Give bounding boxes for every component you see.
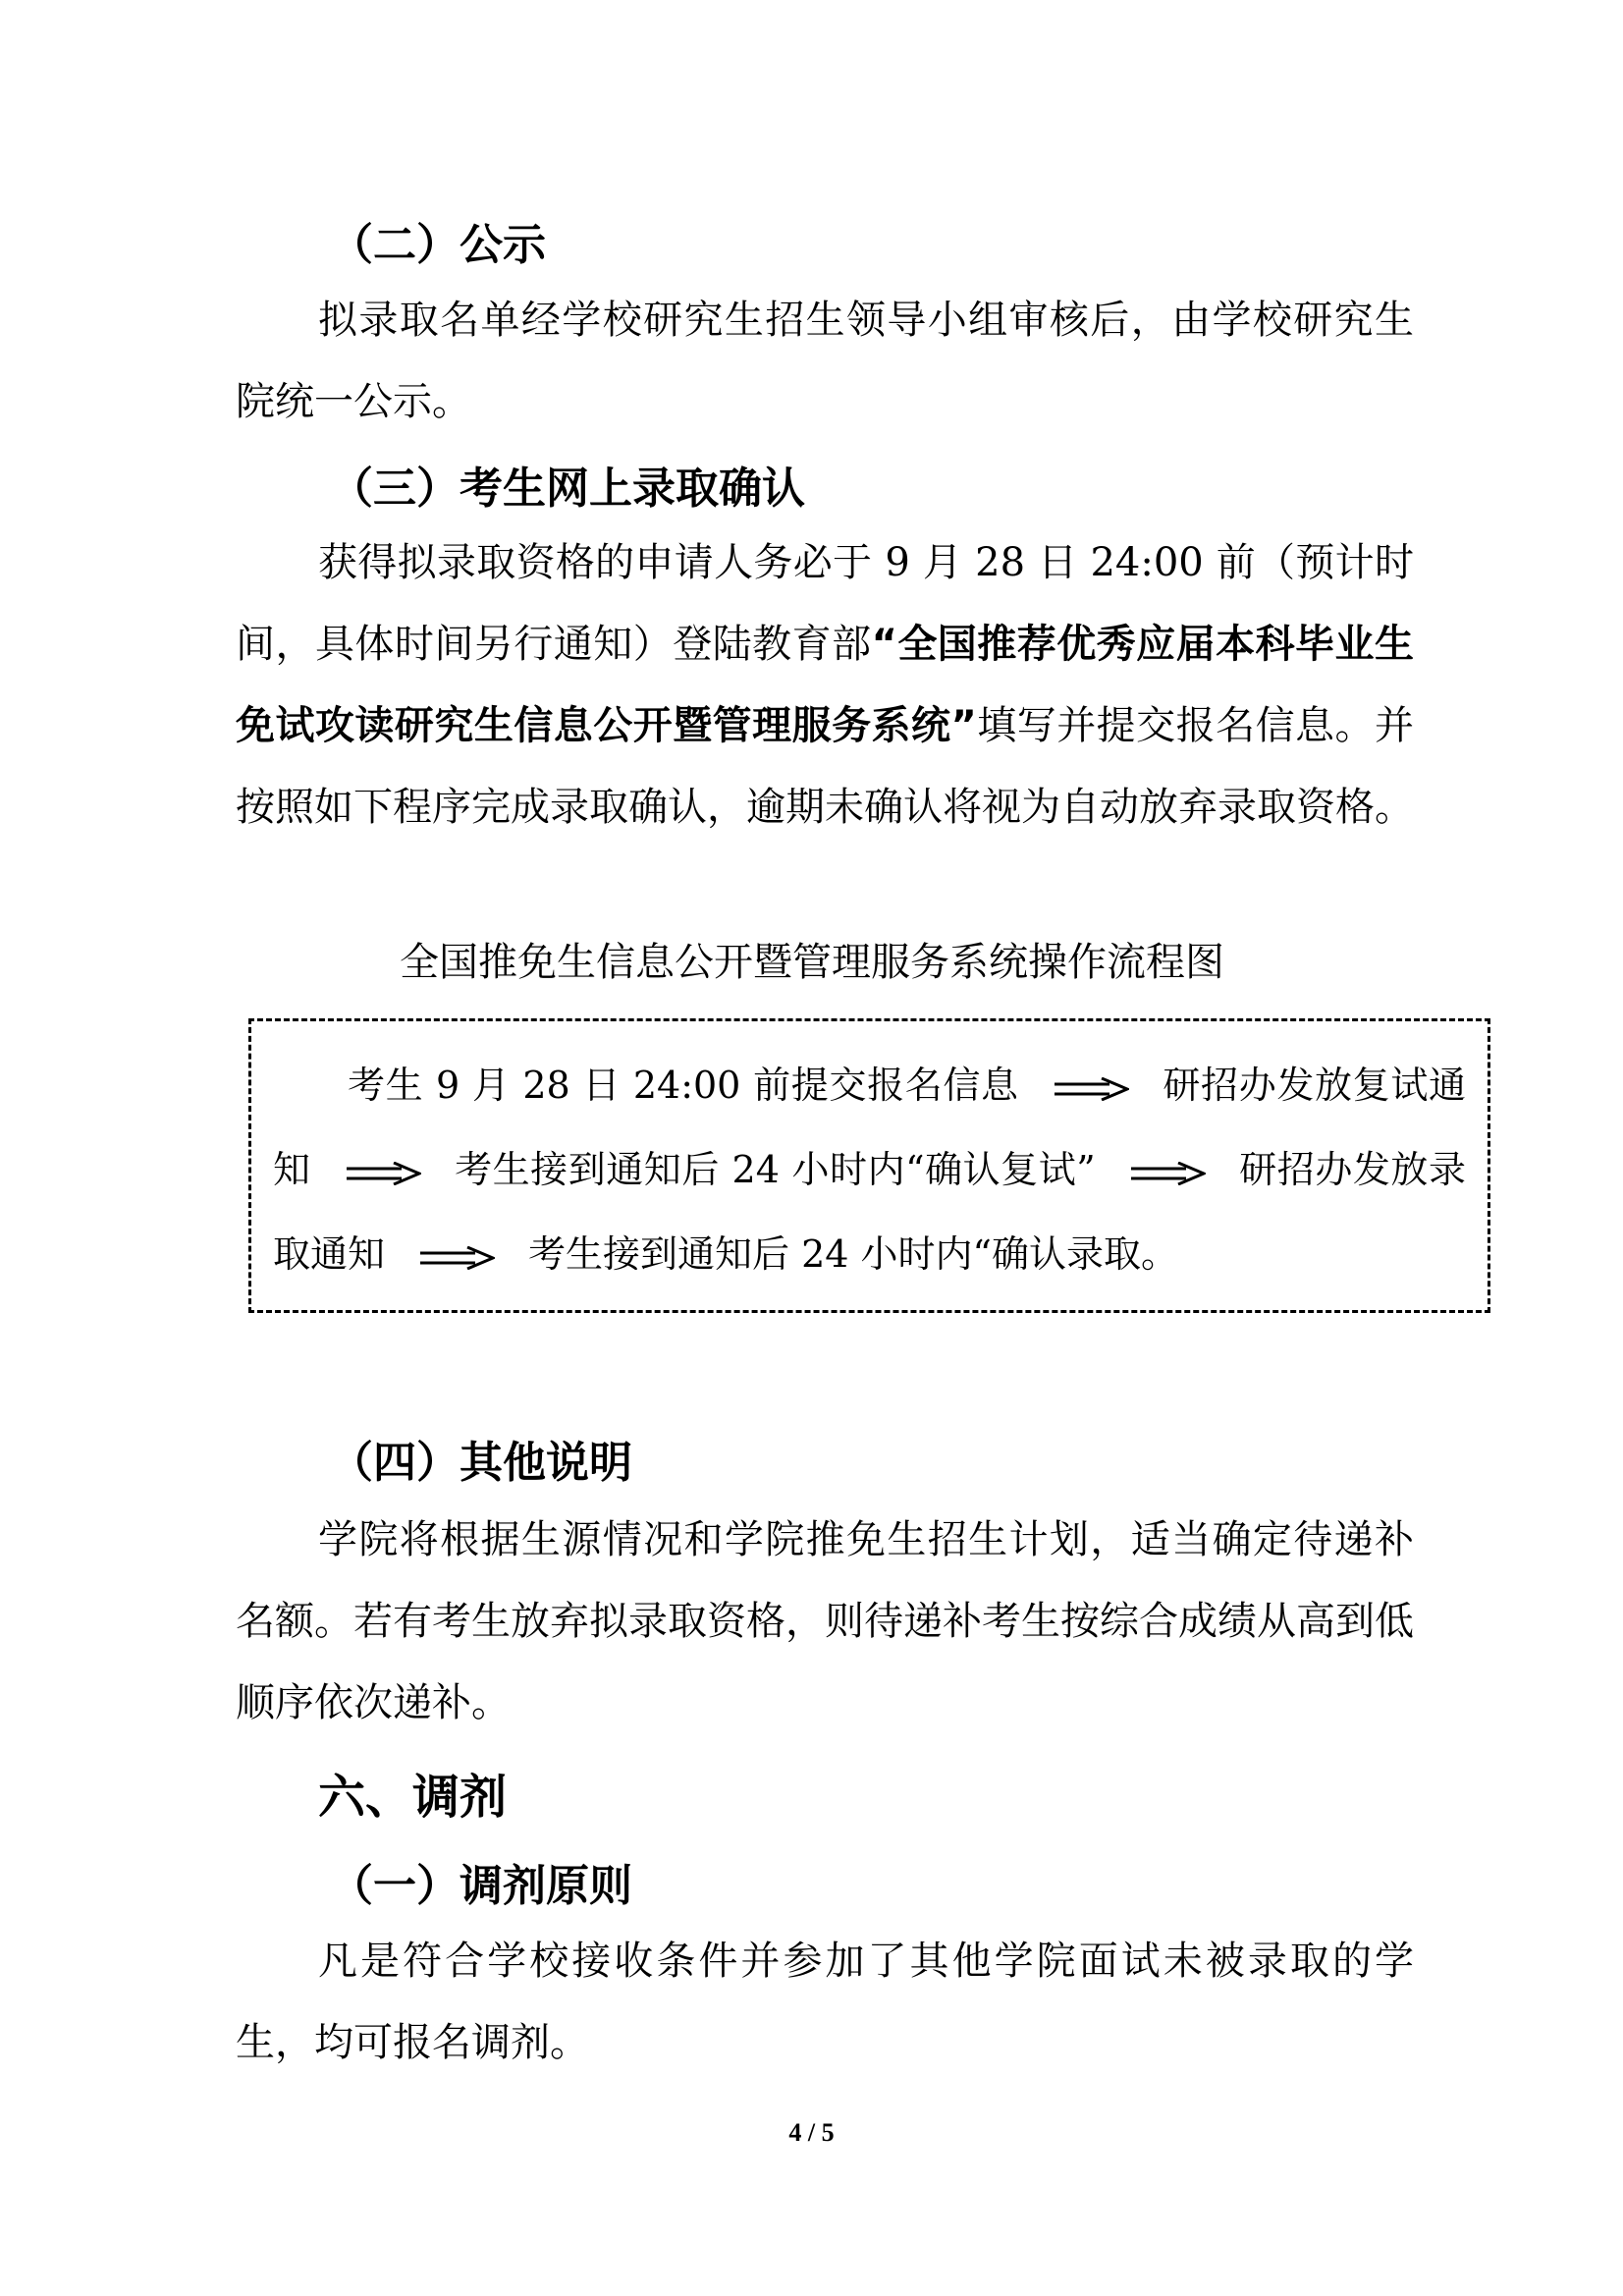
paragraph-online-confirmation xyxy=(236,522,1414,848)
flowchart-steps xyxy=(273,1043,1466,1296)
double-arrow-right-icon xyxy=(1129,1162,1206,1185)
page-number: 4 / 5 xyxy=(788,2118,835,2147)
flow-step-confirm-admission: 考生接到通知后 24 小时内“确认录取。 xyxy=(528,1232,1178,1276)
flow-step-admission-notice: 研招办发放录取通知 xyxy=(273,1148,1466,1276)
section-heading-publicity: （二）公示 xyxy=(330,220,546,270)
paragraph-adjustment-principle: 凡是符合学校接收条件并参加了其他学院面试未被录取的学生，均可报名调剂。 xyxy=(236,1939,1414,2065)
flow-step-submit: 考生 9 月 28 日 24:00 前提交报名信息 xyxy=(348,1064,1019,1107)
flowchart-box xyxy=(248,1018,1490,1313)
section-heading-online-confirmation: （三）考生网上录取确认 xyxy=(330,464,805,514)
double-arrow-right-icon xyxy=(418,1246,495,1270)
section-heading-adjustment-principle: （一）调剂原则 xyxy=(330,1861,632,1911)
paragraph-other-notes: 学院将根据生源情况和学院推免生招生计划，适当确定待递补名额。若有考生放弃拟录取资格，则待递补考生按综合成绩从高到低顺序依次递补。 xyxy=(236,1517,1414,1725)
flow-step-retest-notice: 研招办发放复试通知 xyxy=(273,1064,1466,1191)
double-arrow-right-icon xyxy=(1053,1077,1129,1101)
double-arrow-right-icon xyxy=(345,1162,421,1185)
flowchart-title: 全国推免生信息公开暨管理服务系统操作流程图 xyxy=(400,940,1224,985)
section-heading-other-notes: （四）其他说明 xyxy=(330,1438,632,1488)
paragraph-publicity: 拟录取名单经学校研究生招生领导小组审核后，由学校研究生院统一公示。 xyxy=(236,298,1414,424)
section-heading-adjustment: 六、调剂 xyxy=(318,1770,508,1825)
system-name-bold: “全国推荐优秀应届本科毕业生免试攻读研究生信息公开暨管理服务系统” xyxy=(236,622,1414,748)
text-segment: 获得拟录取资格的申请人务必于 9 月 28 日 24:00 前（预计时间，具体时间另行通知）登陆教育部 xyxy=(236,540,1414,667)
text-segment: 填写并提交报名信息。并按照如下程序完成录取确认，逾期未确认将视为自动放弃录取资格。 xyxy=(236,703,1414,830)
flow-step-confirm-retest: 考生接到通知后 24 小时内“确认复试” xyxy=(454,1148,1096,1191)
